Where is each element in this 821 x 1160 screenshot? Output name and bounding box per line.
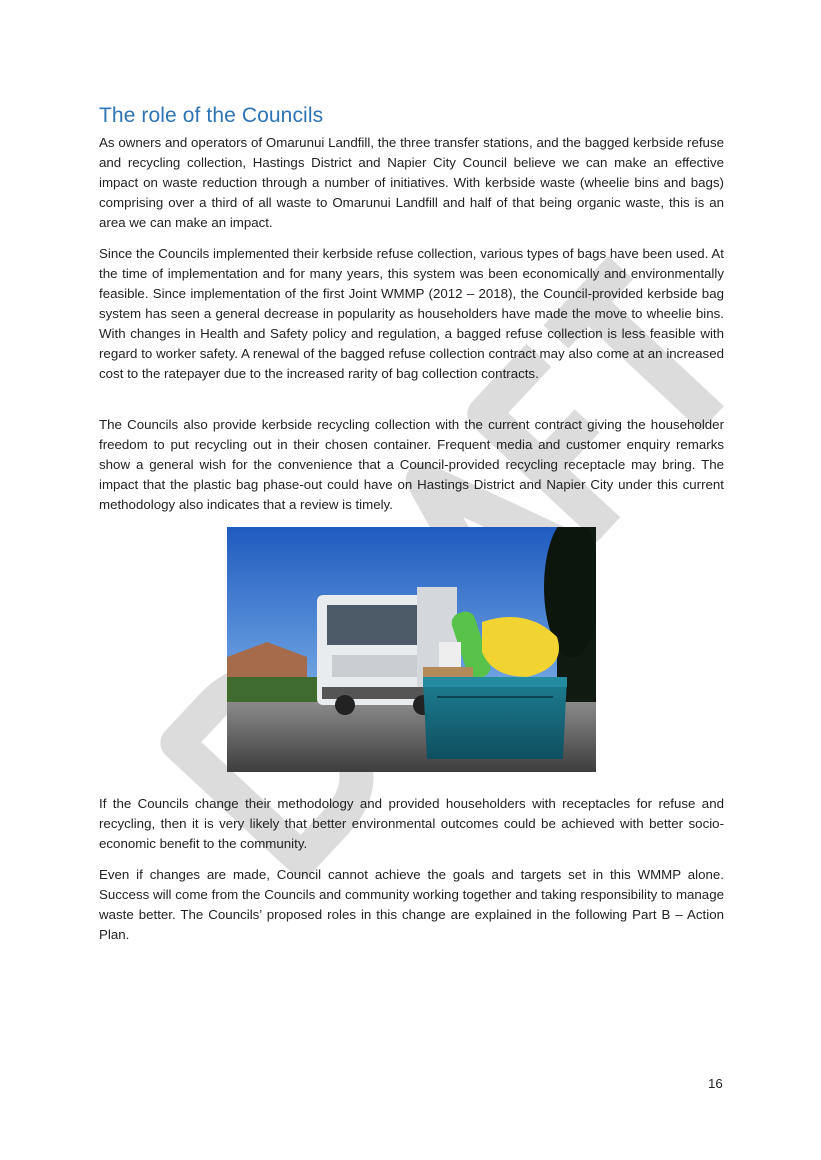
paragraph-councils-role: As owners and operators of Omarunui Landfill, the three transfer stations, and the bagged kerbside refuse and recycling collection, Hastings District and Napier City Council believe we can make an effective impact on waste reduction through a number of initiatives. With kerbside waste (wheelie bins and bags) comprising over a third of all waste to Omarunui Landfill and half of that being organic waste, this is an area we can make an impact. [99,135,724,230]
paragraph-community: Even if changes are made, Council cannot achieve the goals and targets set in this WMMP alone. Success will come from the Councils and community working together and taking responsibility to manage waste better. The Councils’ proposed roles in this change are explained in the following Part B – Action Plan. [99,867,724,942]
paragraph-kerbside-refuse: Since the Councils implemented their kerbside refuse collection, various types of bags have been used. At the time of implementation and for many years, this system was been economically and environmentally feasible. Since implementation of the first Joint WMMP (2012 – 2018), the Council-provided kerbside bag system has seen a general decrease in popularity as householders have made the move to wheelie bins. With changes in Health and Safety policy and regulation, a bagged refuse collection is less feasible with regard to worker safety. A renewal of the bagged refuse collection contract may also come at an increased cost to the ratepayer due to the increased rarity of bag collection contracts. [99,246,724,381]
paragraph-kerbside-recycling: The Councils also provide kerbside recycling collection with the current contract giving the householder freedom to put recycling out in their chosen container. Frequent media and customer enquiry remarks show a general wish for the convenience that a Council-provided recycling receptacle may bring. The impact that the plastic bag phase-out could have on Hastings District and Napier City under this current methodology also indicates that a review is timely. [99,417,724,512]
section-title: The role of the Councils [99,104,324,127]
paragraph-receptacles: If the Councils change their methodology and provided householders with receptacles for refuse and recycling, then it is very likely that better environmental outcomes could be achieved with better socio-economic benefit to the community. [99,796,724,851]
page-number: 16 [708,1076,723,1091]
recycling-crate-photo [227,527,596,772]
